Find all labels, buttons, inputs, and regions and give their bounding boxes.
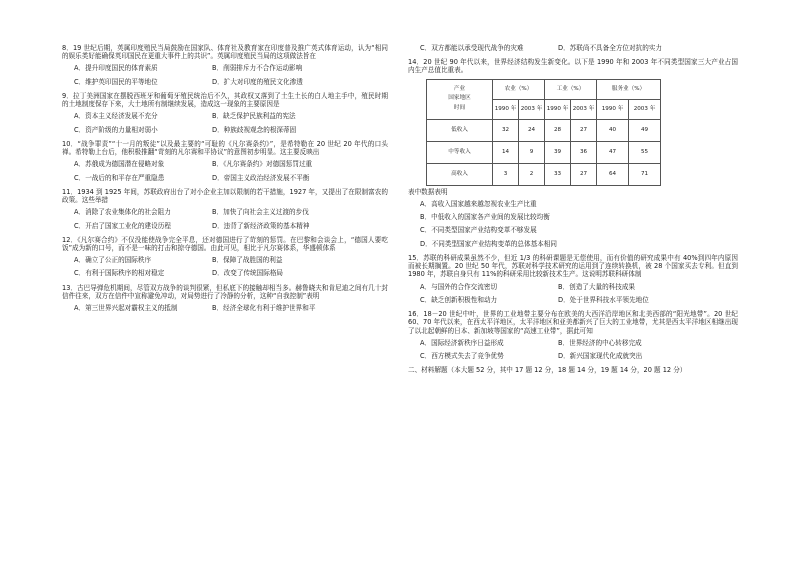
question-8 <box>62 44 388 86</box>
question-8-option-a[interactable]: A．提升印度国民的体育素质 <box>74 64 158 73</box>
question-14-option-d[interactable]: D．不同类型国家产业结构变革的总体基本相同 <box>420 239 557 248</box>
question-14-options <box>420 200 738 248</box>
question-13 <box>62 284 388 313</box>
question-13-options <box>74 304 388 312</box>
question-16-option-b[interactable]: B．世界经济的中心转移完成 <box>558 338 642 347</box>
question-13-stem: 13．古巴导弹危机期间，尽管双方战争的谈判很紧，但私底下的接触却相当多。赫鲁晓夫和肯尼迪之间有几十封信件往来，双方在信件中宣称避免冲动，对局势进行了冷静的分析，这种“自我控制”表明 <box>62 283 388 300</box>
question-13-options-continued <box>420 44 738 52</box>
question-14-option-c[interactable]: C．不同类型国家产业结构变革不够发展 <box>420 226 537 235</box>
question-14-option-a[interactable]: A．高收入国家越来越忽视农业生产比重 <box>420 199 537 208</box>
question-15-option-b[interactable]: B．创造了大量的科技成果 <box>558 282 636 291</box>
question-8-options <box>74 64 388 85</box>
question-11-option-d[interactable]: D．违背了新经济政策的基本精神 <box>212 221 310 230</box>
group-header-agriculture: 农业（%） <box>493 79 545 99</box>
question-11-options <box>74 208 388 229</box>
table-row <box>427 141 661 163</box>
table-cell: 36 <box>571 141 597 163</box>
row-label: 低收入 <box>427 119 493 141</box>
table-cell: 27 <box>571 163 597 185</box>
right-column <box>408 44 738 378</box>
question-13-option-c[interactable]: C．双方都能以承受现代战争的灾难 <box>420 44 524 52</box>
question-10-options <box>74 160 388 181</box>
corner-label-region: 国家地区 <box>448 95 471 102</box>
question-10-option-c[interactable]: C．一战后的和平存在严重隐患 <box>74 173 165 182</box>
question-11-option-a[interactable]: A．消除了农业集体化的社会阻力 <box>74 208 171 217</box>
question-11 <box>62 188 388 230</box>
question-15-option-d[interactable]: D．处于世界科技水平领先地位 <box>558 295 649 304</box>
question-10-option-d[interactable]: D．帝国主义政治经济发展不平衡 <box>212 173 310 182</box>
question-12-option-a[interactable]: A．确立了公正的国际秩序 <box>74 256 152 265</box>
question-15-option-c[interactable]: C．缺乏创新积极性和动力 <box>420 295 498 304</box>
table-cell: 27 <box>571 119 597 141</box>
question-9-options <box>74 112 388 133</box>
question-16-options <box>420 339 738 360</box>
table-cell: 9 <box>519 141 545 163</box>
question-12-option-c[interactable]: C．有利于国际秩序的相对稳定 <box>74 269 165 278</box>
group-header-services: 服务业（%） <box>597 79 661 99</box>
table-cell: 64 <box>597 163 629 185</box>
question-11-option-c[interactable]: C．开启了国家工业化的建设历程 <box>74 221 171 230</box>
question-14-option-b[interactable]: B．中低收入的国家各产业间的发展比较均衡 <box>420 213 550 222</box>
year-header: 2003 年 <box>571 99 597 119</box>
question-16-option-c[interactable]: C．西方模式失去了竞争优势 <box>420 351 504 360</box>
year-header: 2003 年 <box>519 99 545 119</box>
group-header-industry: 工业（%） <box>545 79 597 99</box>
question-14 <box>408 58 738 248</box>
year-header: 1990 年 <box>597 99 629 119</box>
row-label: 中等收入 <box>427 141 493 163</box>
question-9 <box>62 92 388 134</box>
question-16-stem: 16．18－20 世纪中叶，世界的工业地带主要分布在欧美的大西洋沿岸地区和北美西部的“阳光地带”。20 世纪 60、70 年代以来，在西太平洋地区，太平洋地区和亚美都新兴了巨大的工业地带，尤其是西太平洋地区相继出现了以北起朝鲜的日本、新加坡等国家的“高速工业带”，据此可知 <box>408 310 738 335</box>
table-corner-cell <box>427 79 493 119</box>
question-10-option-a[interactable]: A．苏俄成为德国潜在侵略对象 <box>74 160 165 169</box>
question-11-stem: 11．1934 到 1925 年间，苏联政府出台了对小企业主加以限制的若干措施，1927 年，又提出了在限制富农的政策。这些举措 <box>62 187 388 205</box>
question-10 <box>62 140 388 182</box>
question-8-option-d[interactable]: D．扩大对印度的殖民文化渗透 <box>212 77 303 86</box>
table-cell: 47 <box>597 141 629 163</box>
table-header-row <box>427 79 661 99</box>
row-label: 高收入 <box>427 163 493 185</box>
question-15-option-a[interactable]: A．与国外的合作交流密切 <box>420 282 498 291</box>
table-cell: 40 <box>597 119 629 141</box>
question-13-option-a[interactable]: A．第三世界兴起对霸权主义的抵制 <box>74 304 178 313</box>
table-cell: 33 <box>545 163 571 185</box>
question-10-option-b[interactable]: B．《凡尔赛条约》对德国惩罚过重 <box>212 160 313 169</box>
question-15-options <box>420 283 738 304</box>
question-16 <box>408 310 738 360</box>
question-16-option-a[interactable]: A．国际经济新秩序日益形成 <box>420 338 504 347</box>
table-cell: 39 <box>545 141 571 163</box>
year-header: 1990 年 <box>545 99 571 119</box>
left-column <box>62 44 388 318</box>
question-10-stem: 10．“战争罪责”“十一月的叛徒”以及最主要的“可耻的《凡尔赛条约》”，是希特勒在 20 世纪 20 年代的口头禅。希特勒上台后，他积极推翻“苛刻的凡尔赛和平协议”的意图初步明显。这主要反映出 <box>62 139 388 157</box>
industry-share-table <box>426 79 661 186</box>
question-16-option-d[interactable]: D．新兴国家现代化成就突出 <box>558 351 643 360</box>
question-14-after-table: 表中数据表明 <box>408 187 448 196</box>
section-2-heading: 二、材料解题（本大题 52 分，其中 17 题 12 分，18 题 14 分，19 题 14 分，20 题 12 分） <box>408 366 687 375</box>
question-9-option-b[interactable]: B．缺乏保护民族利益的宪法 <box>212 112 296 121</box>
table-row <box>427 119 661 141</box>
question-12-options <box>74 256 388 277</box>
question-13-option-d[interactable]: D．苏联尚不具备全方位对抗的实力 <box>558 44 662 52</box>
question-9-option-a[interactable]: A．资本主义经济发展不充分 <box>74 112 158 121</box>
question-8-option-b[interactable]: B．削弱排斥力不合作运动影响 <box>212 64 303 73</box>
question-13-continued <box>408 44 738 52</box>
table-cell: 2 <box>519 163 545 185</box>
year-header: 1990 年 <box>493 99 519 119</box>
table-cell: 14 <box>493 141 519 163</box>
question-13-option-b[interactable]: B．经济全球化有利于维护世界和平 <box>212 304 316 313</box>
table-cell: 24 <box>519 119 545 141</box>
question-15 <box>408 254 738 304</box>
question-15-stem: 15．苏联的科研成果虽然不少，但近 1/3 的科研课题是无偿使用，而有价值的研究成果中有 40%到四年内原因而被长期搁置。20 世纪 50 年代，苏联对科学技术研究的运用到了连续转换机，被 28 个国家买去专利。但直到 1980 年，苏联自身只有 11%的科研采用比较新技术生产。这说明苏联科研体制 <box>408 253 738 279</box>
question-12 <box>62 236 388 278</box>
question-12-stem: 12．《凡尔赛合约》不仅没能使战争完全平息，还对德国进行了苛刻的惩罚。在巴黎和会谈会上，“德国人要吃饭”成为新的口号，而不是一味的打击和掠夺德国。由此可见，相比于凡尔赛体系，华盛顿体系 <box>62 235 388 252</box>
year-header: 2003 年 <box>629 99 661 119</box>
corner-label-industry: 产业 <box>453 85 466 92</box>
question-8-stem: 8．19 世纪后期，英属印度殖民当局鼓励在国家队、体育社及教育家在印度普及推广英式体育运动，认为“相同的娱乐类好能确保英印国民在更重大事件上的共识”。英属印度殖民当局的这项做法旨在 <box>62 44 388 61</box>
question-8-option-c[interactable]: C．维护英印国民的平等地位 <box>74 77 158 86</box>
question-12-option-d[interactable]: D．改变了传统国际格局 <box>212 269 284 278</box>
question-9-option-d[interactable]: D．种族歧视观念的根深蒂固 <box>212 125 297 134</box>
table-cell: 71 <box>629 163 661 185</box>
question-9-stem: 9．拉丁美洲国家在摆脱西班牙和葡萄牙殖民统治后不久，其政权又落到了土生土长的白人地主手中，殖民时期的土地制度保存下来，大土地所有制继续发展，造成这一现象的主要原因是 <box>62 91 388 109</box>
table-cell: 49 <box>629 119 661 141</box>
table-cell: 32 <box>493 119 519 141</box>
question-12-option-b[interactable]: B．保障了战胜国的利益 <box>212 256 283 265</box>
table-row <box>427 163 661 185</box>
table-cell: 3 <box>493 163 519 185</box>
question-9-option-c[interactable]: C．资产阶级的力量相对弱小 <box>74 125 158 134</box>
table-cell: 28 <box>545 119 571 141</box>
question-11-option-b[interactable]: B．加快了向社会主义过渡的步伐 <box>212 208 309 217</box>
corner-label-time: 时间 <box>453 104 466 111</box>
table-cell: 55 <box>629 141 661 163</box>
question-14-stem: 14．20 世纪 90 年代以来，世界经济结构发生新变化。以下是 1990 年和 2003 年不同类型国家三大产业占国内生产总值比重表。 <box>408 58 738 75</box>
